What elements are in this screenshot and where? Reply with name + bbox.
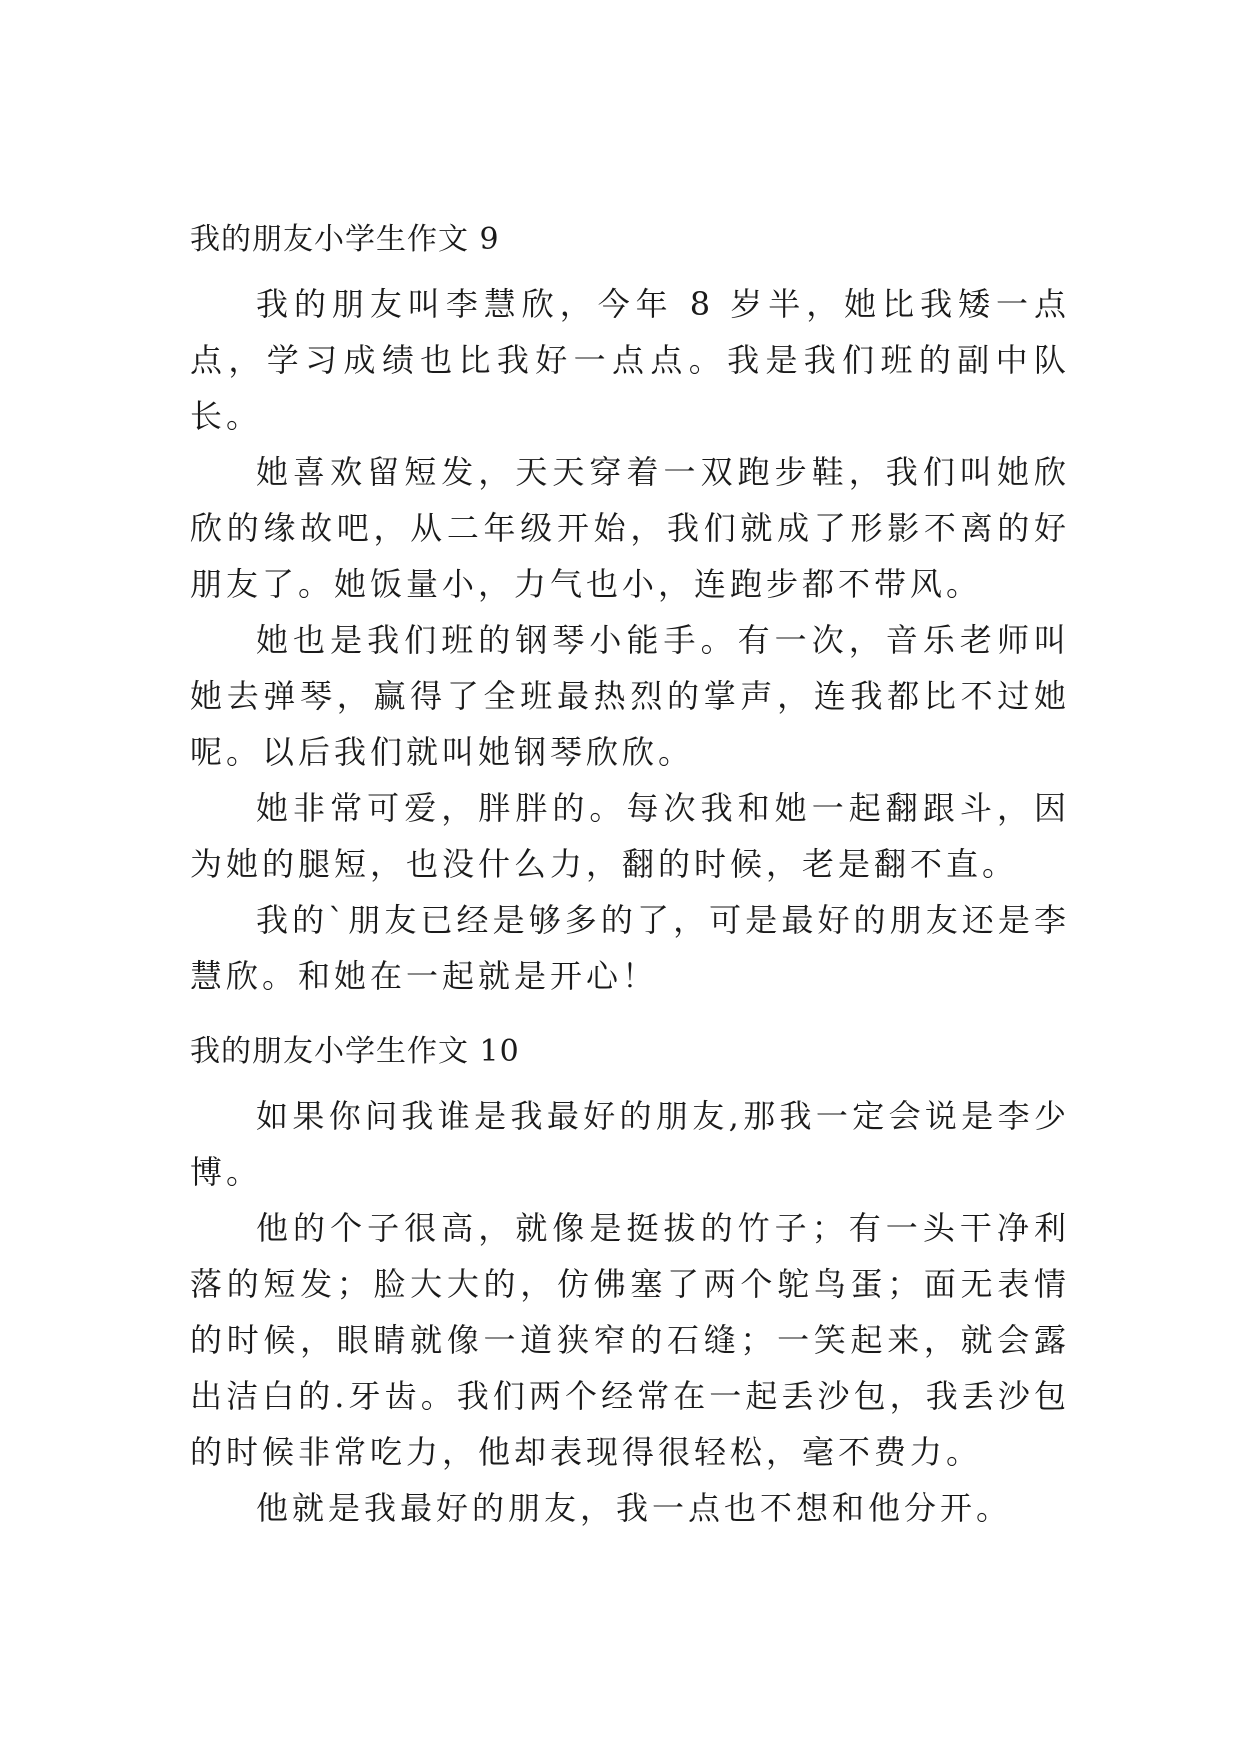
essay-paragraph: 他就是我最好的朋友，我一点也不想和他分开。	[256, 1489, 1013, 1527]
essay-title: 我的朋友小学生作文 9	[190, 222, 500, 257]
essay-10	[190, 1030, 1070, 1536]
essay-paragraph: 她非常可爱，胖胖的。每次我和她一起翻跟斗，因为她的腿短，也没什么力，翻的时候，老是翻不直。	[190, 789, 1070, 883]
essay-paragraph: 我的`朋友已经是够多的了，可是最好的朋友还是李慧欣。和她在一起就是开心！	[190, 901, 1070, 995]
essay-title: 我的朋友小学生作文 10	[190, 1034, 520, 1069]
essay-paragraph: 她喜欢留短发，天天穿着一双跑步鞋，我们叫她欣欣的缘故吧，从二年级开始，我们就成了形影不离的好朋友了。她饭量小，力气也小，连跑步都不带风。	[190, 453, 1070, 603]
essay-paragraph: 我的朋友叫李慧欣，今年 8 岁半，她比我矮一点点，学习成绩也比我好一点点。我是我们班的副中队长。	[190, 285, 1070, 435]
essay-paragraph: 如果你问我谁是我最好的朋友,那我一定会说是李少博。	[190, 1097, 1070, 1191]
essay-paragraph: 她也是我们班的钢琴小能手。有一次，音乐老师叫她去弹琴，赢得了全班最热烈的掌声，连我都比不过她呢。以后我们就叫她钢琴欣欣。	[190, 621, 1070, 771]
essay-9	[190, 218, 1070, 1004]
essay-paragraph: 他的个子很高，就像是挺拔的竹子；有一头干净利落的短发；脸大大的，仿佛塞了两个鸵鸟蛋；面无表情的时候，眼睛就像一道狭窄的石缝；一笑起来，就会露出洁白的.牙齿。我们两个经常在一起丢沙包，我丢沙包的时候非常吃力，他却表现得很轻松，毫不费力。	[190, 1209, 1070, 1471]
